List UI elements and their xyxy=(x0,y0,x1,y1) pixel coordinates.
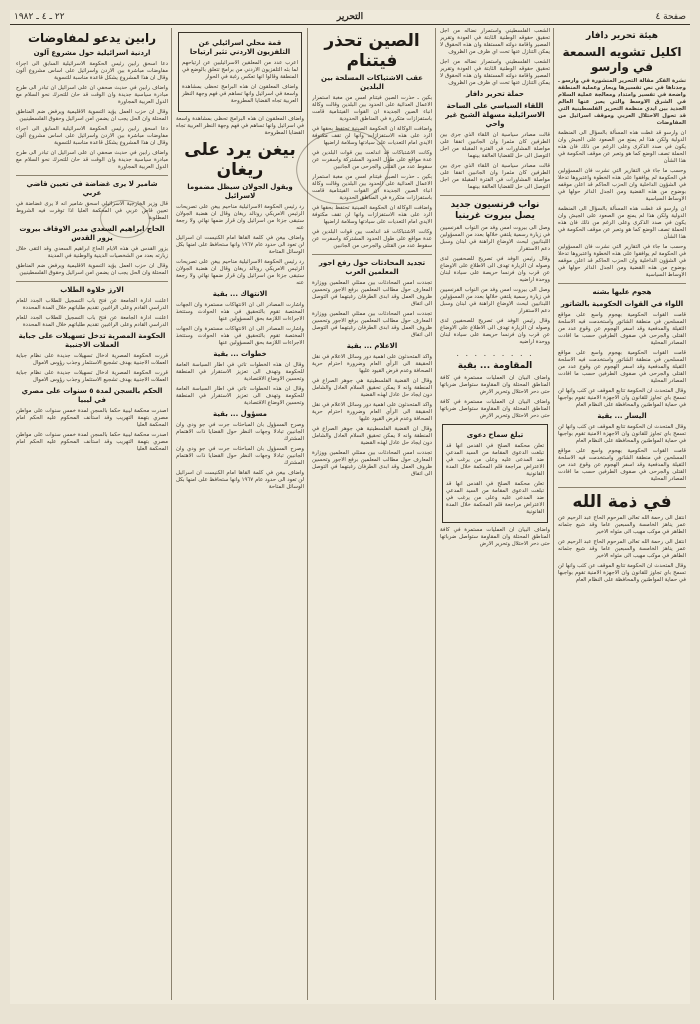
article-text: تجددت امس المحادثات بين ممثلي المعلمين ووزارة المعارف حول مطالب المعلمين برفع الاجور وتحسين ظروف العمل وقد ابدى الطرفان رغبتهما في التوصل الى اتفاق xyxy=(312,311,432,338)
column-4 xyxy=(176,28,304,1000)
jordan-tv-box xyxy=(178,32,302,112)
article-text: واضاف بيغن في كلمة القاها امام الكنيست ان اسرائيل لن تعود الى حدود عام ١٩٦٧ وانها ستحافظ على امنها بكل الوسائل المتاحة xyxy=(176,470,304,490)
subheadline-allon-plan: اردنية اسرائيلية حول مشروع آلون xyxy=(33,49,151,57)
article-text: تجددت امس المحادثات بين ممثلي المعلمين ووزارة المعارف حول مطالب المعلمين برفع الاجور وتحسين ظروف العمل وقد ابدى الطرفان رغبتهما في التوصل الى اتفاق xyxy=(312,450,432,477)
article-text: قالت مصادر سياسية ان اللقاء الذي جرى بين الطرفين كان مثمرا وان الجانبين اتفقا على مواصلة المشاورات في الفترة المقبلة من اجل التوصل الى حل للقضايا العالقة بينهما xyxy=(440,132,550,159)
article-text: رد رئيس الحكومة الاسرائيلية مناحيم بيغن على تصريحات الرئيس الامريكي رونالد ريغان وقال ان هضبة الجولان ستبقى جزءا من اسرائيل وان قرار ضمها نهائي ولا رجعة عنه xyxy=(176,204,304,231)
headline-egypt-currency: الحكومة المصرية تدخل تسهيلات على جباية العملات الاجنبية xyxy=(18,332,166,349)
newspaper-name: التحرير xyxy=(336,12,364,22)
opinion-label: حملة تحرير دافار xyxy=(466,90,524,98)
article-text: واكد المتحدثون على اهمية دور وسائل الاعلام في نقل الحقيقة الى الرأي العام وضرورة احترام حرية الصحافة وعدم فرض القيود عليها xyxy=(312,354,432,374)
article-text: واضاف المعلقون ان هذه البرامج تحظى بمشاهدة واسعة في اسرائيل وانها تساهم في فهم وجهة النظر العربية تجاه القضايا المطروحة xyxy=(182,84,298,104)
subheadline-clashes: عقب الاشتباكات المسلحة بين البلدين xyxy=(321,74,423,91)
article-text: قامت القوات الحكومية بهجوم واسع على مواقع المسلحين في منطقة الشاتور واستخدمت فيه الاسلحة الثقيلة والمدفعية وقد اسفر الهجوم عن وقوع عدد من القتلى والجرحى في صفوف الطرفين حسب ما افادت المصادر المحلية xyxy=(558,312,686,346)
column-1 xyxy=(558,28,686,1000)
article-text: وقال رئيس الوفد في تصريح للصحفيين لدى وصوله ان الزيارة تهدف الى الاطلاع على الاوضاع عن قرب وان فرنسا حريصة على سيادة لبنان ووحدة اراضيه xyxy=(440,256,550,283)
article-text: وقال ان القضية الفلسطينية هي جوهر الصراع في المنطقة وانه لا يمكن تحقيق السلام العادل والشامل دون ايجاد حل عادل لهذه القضية xyxy=(312,378,432,398)
article-text: بكين ـ حذرت الصين فيتنام امس من مغبة استمرار الاعمال العدائية على الحدود بين البلدين وقالت وكالة انباء الصين الجديدة ان القوات الفيتنامية قامت باستفزازات متكررة في المناطق الحدودية xyxy=(312,95,432,122)
article-text: ان وارسو قد غطت هذه المسألة بالسؤال الى المنظمة الدولية ولكن هذا لم يمنع من الصعود على الجيش وان يكون في صدد الذكرى وعلى الرغم من ذلك فان هذه الحملة تصف الوضع كما هو وتعبر عن موقف الحكومة في هذا الشأن xyxy=(558,206,686,240)
article-text: وكانت الاشتباكات قد اندلعت بين قوات البلدين في عدة مواقع على طول الحدود المشتركة واسفرت عن سقوط عدد من القتلى والجرحى من الجانبين xyxy=(312,150,432,170)
article-text: وقال ان هذه الخطوات تاتي في اطار السياسة العامة للحكومة وتهدف الى تعزيز الاستقرار في المنطقة وتحسين الاوضاع الاقتصادية xyxy=(176,362,304,382)
article-text: الشعب الفلسطيني واستمرار نضاله من اجل تحقيق حقوقه الوطنية الثابتة في العودة وتقرير المصير واقامة دولته المستقلة وان هذه الحقوق لا يمكن التنازل عنها تحت اي ظرف من الظروف xyxy=(440,59,550,86)
article-text: دعا اسحق رابين رئيس الحكومة الاسرائيلية السابق الى اجراء مفاوضات مباشرة بين الاردن واسرائيل على اساس مشروع آلون وقال ان هذا المشروع يشكل قاعدة مناسبة للتسوية xyxy=(16,126,168,146)
article-text: دعا اسحق رابين رئيس الحكومة الاسرائيلية السابق الى اجراء مفاوضات مباشرة بين الاردن واسرائيل على اساس مشروع آلون وقال ان هذا المشروع يشكل قاعدة مناسبة للتسوية xyxy=(16,61,168,81)
page-number: صفحة ٤ xyxy=(655,12,686,22)
headline-saadi-visit: الحاج ابراهيم السعدي مدير الاوقاف بيروت يزور القدس xyxy=(19,225,165,242)
column-rule xyxy=(553,28,554,1000)
article-text: الشعب الفلسطيني واستمرار نضاله من اجل تحقيق حقوقه الوطنية الثابتة في العودة وتقرير المصير واقامة دولته المستقلة وان هذه الحقوق لا يمكن التنازل عنها تحت اي ظرف من الظروف xyxy=(440,28,550,55)
article-text: وصل الى بيروت امس وفد من النواب الفرنسيين في زيارة رسمية يلتقي خلالها بعدد من المسؤولين اللبنانيين لبحث الاوضاع الراهنة في لبنان وسبل دعم الاستقرار xyxy=(440,287,550,314)
article-text: قررت الحكومة المصرية ادخال تسهيلات جديدة على نظام جباية العملات الاجنبية بهدف تشجيع الاستثمار وجذب رؤوس الاموال xyxy=(16,353,168,366)
headline-resistance: المقاومة ... بقية xyxy=(457,361,533,371)
article-text: واضافت الوكالة ان الحكومة الصينية تحتفظ بحقها في الرد على هذه الاستفزازات وانها لن تقف مكتوفة الايدي امام التعديات على سيادتها وسلامة اراضيها xyxy=(312,205,432,225)
article-text: وقال المتحدث ان الحكومة تتابع الموقف عن كثب وانها لن تسمح باي تجاوز للقانون وان الاجهزة الامنية تقوم بواجبها في حماية المواطنين والمحافظة على النظام العام xyxy=(558,563,686,583)
article-text: واضاف رابين في حديث صحفي ان على اسرائيل ان تبادر الى طرح مبادرة سياسية جديدة وان الوقت قد حان للتحرك نحو السلام مع الدول العربية المجاورة xyxy=(16,85,168,105)
headline-warsaw: اكليل تشويه السمعة في وارسو xyxy=(562,45,682,74)
headline-obituary: في ذمة الله xyxy=(572,492,672,512)
legal-notice-text: تعلن محكمة الصلح في القدس انها قد تبلغت الدعوى المقامة من السيد المدعي ضد المدعى عليه وعلى من يرغب في الاعتراض مراجعة قلم المحكمة خلال المدة القانونية xyxy=(446,481,544,515)
article-text: وقال ان حزب العمل يؤيد التسوية الاقليمية ويرفض ضم المناطق المحتلة وان الحل يجب ان يضمن امن اسرائيل وحقوق الفلسطينيين xyxy=(16,263,168,276)
article-text: وصرح المسؤول بان المباحثات جرت في جو ودي وان الجانبين تبادلا وجهات النظر حول القضايا ذات الاهتمام المشترك xyxy=(176,446,304,466)
article-text: وحسب ما جاء في التقارير التي نشرت فان المسؤولين في الحكومة لم يوافقوا على هذه الخطوة واعتبروها تدخلا في الشؤون الداخلية وان الحزب الحاكم قد اعلن موقفه بوضوح من هذه القضية ومن الجدل الدائر حولها في الاوساط السياسية xyxy=(558,244,686,278)
article-text: قررت الحكومة المصرية ادخال تسهيلات جديدة على نظام جباية العملات الاجنبية بهدف تشجيع الاستثمار وجذب رؤوس الاموال xyxy=(16,370,168,383)
article-text: وقال ان حزب العمل يؤيد التسوية الاقليمية ويرفض ضم المناطق المحتلة وان الحل يجب ان يضمن امن اسرائيل وحقوق الفلسطينيين xyxy=(16,109,168,122)
article-text: اصدرت محكمة ليبية حكما بالسجن لمدة خمس سنوات على مواطن مصري بتهمة التهريب وقد استأنف المحكوم عليه الحكم امام المحكمة العليا xyxy=(16,408,168,428)
article-text: تجددت امس المحادثات بين ممثلي المعلمين ووزارة المعارف حول مطالب المعلمين برفع الاجور وتحسين ظروف العمل وقد ابدى الطرفان رغبتهما في التوصل الى اتفاق xyxy=(312,280,432,307)
subheadline-attack: هجوم عليها بشنه xyxy=(592,288,652,296)
continued-label: الانتهاك ... بقية xyxy=(212,290,268,298)
continued-label: مسؤول ... بقية xyxy=(213,410,267,418)
continued-label: الاعلام ... بقية xyxy=(346,342,398,350)
article-text: واشارت المصادر الى ان الانتهاكات مستمرة وان الجهات المختصة تقوم بالتحقيق في هذه الحوادث وستتخذ الاجراءات اللازمة بحق المسؤولين عنها xyxy=(176,302,304,322)
article-text: واضاف المعلقون ان هذه البرامج تحظى بمشاهدة واسعة في اسرائيل وانها تساهم في فهم وجهة النظر العربية تجاه القضايا المطروحة xyxy=(176,116,304,136)
article-text: اعرب عدد من المعلقين الاسرائيليين عن ارتياحهم لما بثه التلفزيون الاردني من برامج تتعلق بالوضع في المنطقة وقالوا انها تعكس رغبة في الحوار xyxy=(182,60,298,80)
headline-china-vietnam: الصين تحذر فيتنام xyxy=(324,31,420,71)
column-2 xyxy=(440,28,550,1000)
issue-date: ٢٢ ـ ٤ ـ ١٩٨٢ xyxy=(14,12,65,22)
article-text: انتقل الى رحمة الله تعالى المرحوم الحاج عبد الرحيم عن عمر يناهز الخامسة والسبعين عاما وقد شيع جثمانه الطاهر في موكب مهيب الى مثواه الاخير xyxy=(558,539,686,559)
article-text: وصرح المسؤول بان المباحثات جرت في جو ودي وان الجانبين تبادلا وجهات النظر حول القضايا ذات الاهتمام المشترك xyxy=(176,422,304,442)
column-rule xyxy=(435,28,436,1000)
article-text: قالت مصادر سياسية ان اللقاء الذي جرى بين الطرفين كان مثمرا وان الجانبين اتفقا على مواصلة المشاورات في الفترة المقبلة من اجل التوصل الى حل للقضايا العالقة بينهما xyxy=(440,163,550,190)
legal-notice-box xyxy=(442,424,548,523)
headline-shamir: شامير لا يرى غضاضة في تعيين قاضي عربي xyxy=(26,180,158,197)
article-text: واشارت المصادر الى ان الانتهاكات مستمرة وان الجهات المختصة تقوم بالتحقيق في هذه الحوادث وستتخذ الاجراءات اللازمة بحق المسؤولين عنها xyxy=(176,326,304,346)
headline-students: الارز خلاوة الطلاب xyxy=(60,286,124,294)
headline-begin-reagan: بيغن يرد على ريغان xyxy=(184,140,296,180)
divider xyxy=(558,487,686,488)
column-5 xyxy=(16,28,168,1000)
article-text: وكانت الاشتباكات قد اندلعت بين قوات البلدين في عدة مواقع على طول الحدود المشتركة واسفرت عن سقوط عدد من القتلى والجرحى من الجانبين xyxy=(312,229,432,249)
article-text: وقال المتحدث ان الحكومة تتابع الموقف عن كثب وانها لن تسمح باي تجاوز للقانون وان الاجهزة الامنية تقوم بواجبها في حماية المواطنين والمحافظة على النظام العام xyxy=(558,388,686,408)
article-text: اعلنت ادارة الجامعة عن فتح باب التسجيل للطلاب الجدد للعام الدراسي القادم وعلى الراغبين تقديم طلباتهم خلال المدة المحددة xyxy=(16,298,168,311)
dotted-separator: . . . . . . . . . xyxy=(456,349,534,358)
column-rule xyxy=(171,28,172,1000)
divider xyxy=(558,283,686,284)
article-text: قال وزير الخارجية الاسرائيلي اسحق شامير انه لا يرى غضاضة في تعيين قاض عربي في المحكمة العليا اذا توفرت فيه الشروط المطلوبة xyxy=(16,201,168,221)
masthead xyxy=(10,10,690,25)
article-text: بكين ـ حذرت الصين فيتنام امس من مغبة استمرار الاعمال العدائية على الحدود بين البلدين وقالت وكالة انباء الصين الجديدة ان القوات الفيتنامية قامت باستفزازات متكررة في المناطق الحدودية xyxy=(312,174,432,201)
article-text: وقال المتحدث ان الحكومة تتابع الموقف عن كثب وانها لن تسمح باي تجاوز للقانون وان الاجهزة الامنية تقوم بواجبها في حماية المواطنين والمحافظة على النظام العام xyxy=(558,424,686,444)
article-text: وحسب ما جاء في التقارير التي نشرت فان المسؤولين في الحكومة لم يوافقوا على هذه الخطوة واعتبروها تدخلا في الشؤون الداخلية وان الحزب الحاكم قد اعلن موقفه بوضوح من هذه القضية ومن الجدل الدائر حولها في الاوساط السياسية xyxy=(558,168,686,202)
article-text: اعلنت ادارة الجامعة عن فتح باب التسجيل للطلاب الجدد للعام الدراسي القادم وعلى الراغبين تقديم طلباتهم خلال المدة المحددة xyxy=(16,315,168,328)
continued-label: خطوات ... بقية xyxy=(213,350,267,358)
article-text: واضاف رابين في حديث صحفي ان على اسرائيل ان تبادر الى طرح مبادرة سياسية جديدة وان الوقت قد حان للتحرك نحو السلام مع الدول العربية المجاورة xyxy=(16,150,168,170)
headline-french-deputies: نواب فرنسيون جديد يصل بيروت غرينيا xyxy=(450,200,540,221)
article-text: ان وارسو قد غطت هذه المسألة بالسؤال الى المنظمة الدولية ولكن هذا لم يمنع من الصعود على الجيش وان يكون في صدد الذكرى وعلى الرغم من ذلك فان هذه الحملة تصف الوضع كما هو وتعبر عن موقف الحكومة في هذا الشأن xyxy=(558,130,686,164)
article-text: وصل الى بيروت امس وفد من النواب الفرنسيين في زيارة رسمية يلتقي خلالها بعدد من المسؤولين اللبنانيين لبحث الاوضاع الراهنة في لبنان وسبل دعم الاستقرار xyxy=(440,225,550,252)
divider xyxy=(16,281,168,282)
headline-political-meeting: اللقاء السياسي على الساحة الاسرائيلية مسهلة الشيخ غير واحي xyxy=(445,102,545,128)
headline-libya-sentence: الحكم بالسجن لمدة ٥ سنوات على مصري في ليبيا xyxy=(21,387,163,404)
article-text: وقال ان هذه الخطوات تاتي في اطار السياسة العامة للحكومة وتهدف الى تعزيز الاستقرار في المنطقة وتحسين الاوضاع الاقتصادية xyxy=(176,386,304,406)
article-text: قامت القوات الحكومية بهجوم واسع على مواقع المسلحين في منطقة الشاتور واستخدمت فيه الاسلحة الثقيلة والمدفعية وقد اسفر الهجوم عن وقوع عدد من القتلى والجرحى في صفوف الطرفين حسب ما افادت المصادر المحلية xyxy=(558,448,686,482)
headline-jordan-tv: قمة محلي اسرائيلي عن التلفزيون الاردني تثير ارتياحا xyxy=(189,39,291,56)
article-text: اصدرت محكمة ليبية حكما بالسجن لمدة خمس سنوات على مواطن مصري بتهمة التهريب وقد استأنف المحكوم عليه الحكم امام المحكمة العليا xyxy=(16,432,168,452)
divider xyxy=(16,175,168,176)
article-text: انتقل الى رحمة الله تعالى المرحوم الحاج عبد الرحيم عن عمر يناهز الخامسة والسبعين عاما وقد شيع جثمانه الطاهر في موكب مهيب الى مثواه الاخير xyxy=(558,515,686,535)
divider xyxy=(440,195,550,196)
headline-teachers-wages: تجديد المحادثات حول رفع اجور المعلمين العرب xyxy=(318,259,426,276)
subheadline-golan: ويقول الجولان سيظل مضموما لاسرائيل xyxy=(187,183,293,200)
article-text: وقال رئيس الوفد في تصريح للصحفيين لدى وصوله ان الزيارة تهدف الى الاطلاع على الاوضاع عن قرب وان فرنسا حريصة على سيادة لبنان ووحدة اراضيه xyxy=(440,318,550,345)
article-text: يزور القدس في هذه الايام الحاج ابراهيم السعدي وقد التقى خلال زيارته بعدد من الشخصيات الدينية والوطنية في المدينة xyxy=(16,246,168,259)
section-title: هيئة تحرير دافار xyxy=(586,31,658,41)
article-text: واكد المتحدثون على اهمية دور وسائل الاعلام في نقل الحقيقة الى الرأي العام وضرورة احترام حرية الصحافة وعدم فرض القيود عليها xyxy=(312,402,432,422)
newspaper-page xyxy=(10,10,690,1004)
legal-notice-title: تبلغ سماح دعوى xyxy=(466,431,524,439)
divider xyxy=(312,254,432,255)
continued-label: اليسار ... بقية xyxy=(597,412,647,420)
subheadline-attack-2: اللواء في القوات الحكومية بالشاتور xyxy=(560,300,684,308)
article-text: نشرة الفكر مقالة التحرير المنشورة في وارسو ـ وجدناها في نص تفسيرها وبحار وعملية المنطقة واضحة في تفسير وامتداد ومعالجة عملية السلام في الشرق الاوسط والتي يعبر عنها العالم الجديد بين ايدي منظمة التحرير الفلسطينية التي قد تحول الاحتلال العربي وموقف اسرائيل من المفاوضات xyxy=(558,78,686,126)
headline-rabin: رابين يدعو لمفاوضات xyxy=(27,31,157,45)
article-text: واضاف البيان ان العمليات مستمرة في كافة المناطق المحتلة وان المقاومة ستواصل ضرباتها حتى دحر الاحتلال وتحرير الارض xyxy=(440,527,550,547)
article-text: رد رئيس الحكومة الاسرائيلية مناحيم بيغن على تصريحات الرئيس الامريكي رونالد ريغان وقال ان هضبة الجولان ستبقى جزءا من اسرائيل وان قرار ضمها نهائي ولا رجعة عنه xyxy=(176,259,304,286)
legal-notice-text: تعلن محكمة الصلح في القدس انها قد تبلغت الدعوى المقامة من السيد المدعي ضد المدعى عليه وعلى من يرغب في الاعتراض مراجعة قلم المحكمة خلال المدة القانونية xyxy=(446,443,544,477)
article-text: وقال ان القضية الفلسطينية هي جوهر الصراع في المنطقة وانه لا يمكن تحقيق السلام العادل والشامل دون ايجاد حل عادل لهذه القضية xyxy=(312,426,432,446)
article-text: واضاف البيان ان العمليات مستمرة في كافة المناطق المحتلة وان المقاومة ستواصل ضرباتها حتى دحر الاحتلال وتحرير الارض xyxy=(440,399,550,419)
article-text: واضاف بيغن في كلمة القاها امام الكنيست ان اسرائيل لن تعود الى حدود عام ١٩٦٧ وانها ستحافظ على امنها بكل الوسائل المتاحة xyxy=(176,235,304,255)
article-text: واضافت الوكالة ان الحكومة الصينية تحتفظ بحقها في الرد على هذه الاستفزازات وانها لن تقف مكتوفة الايدي امام التعديات على سيادتها وسلامة اراضيها xyxy=(312,126,432,146)
article-text: واضاف البيان ان العمليات مستمرة في كافة المناطق المحتلة وان المقاومة ستواصل ضرباتها حتى دحر الاحتلال وتحرير الارض xyxy=(440,375,550,395)
article-text: قامت القوات الحكومية بهجوم واسع على مواقع المسلحين في منطقة الشاتور واستخدمت فيه الاسلحة الثقيلة والمدفعية وقد اسفر الهجوم عن وقوع عدد من القتلى والجرحى في صفوف الطرفين حسب ما افادت المصادر المحلية xyxy=(558,350,686,384)
